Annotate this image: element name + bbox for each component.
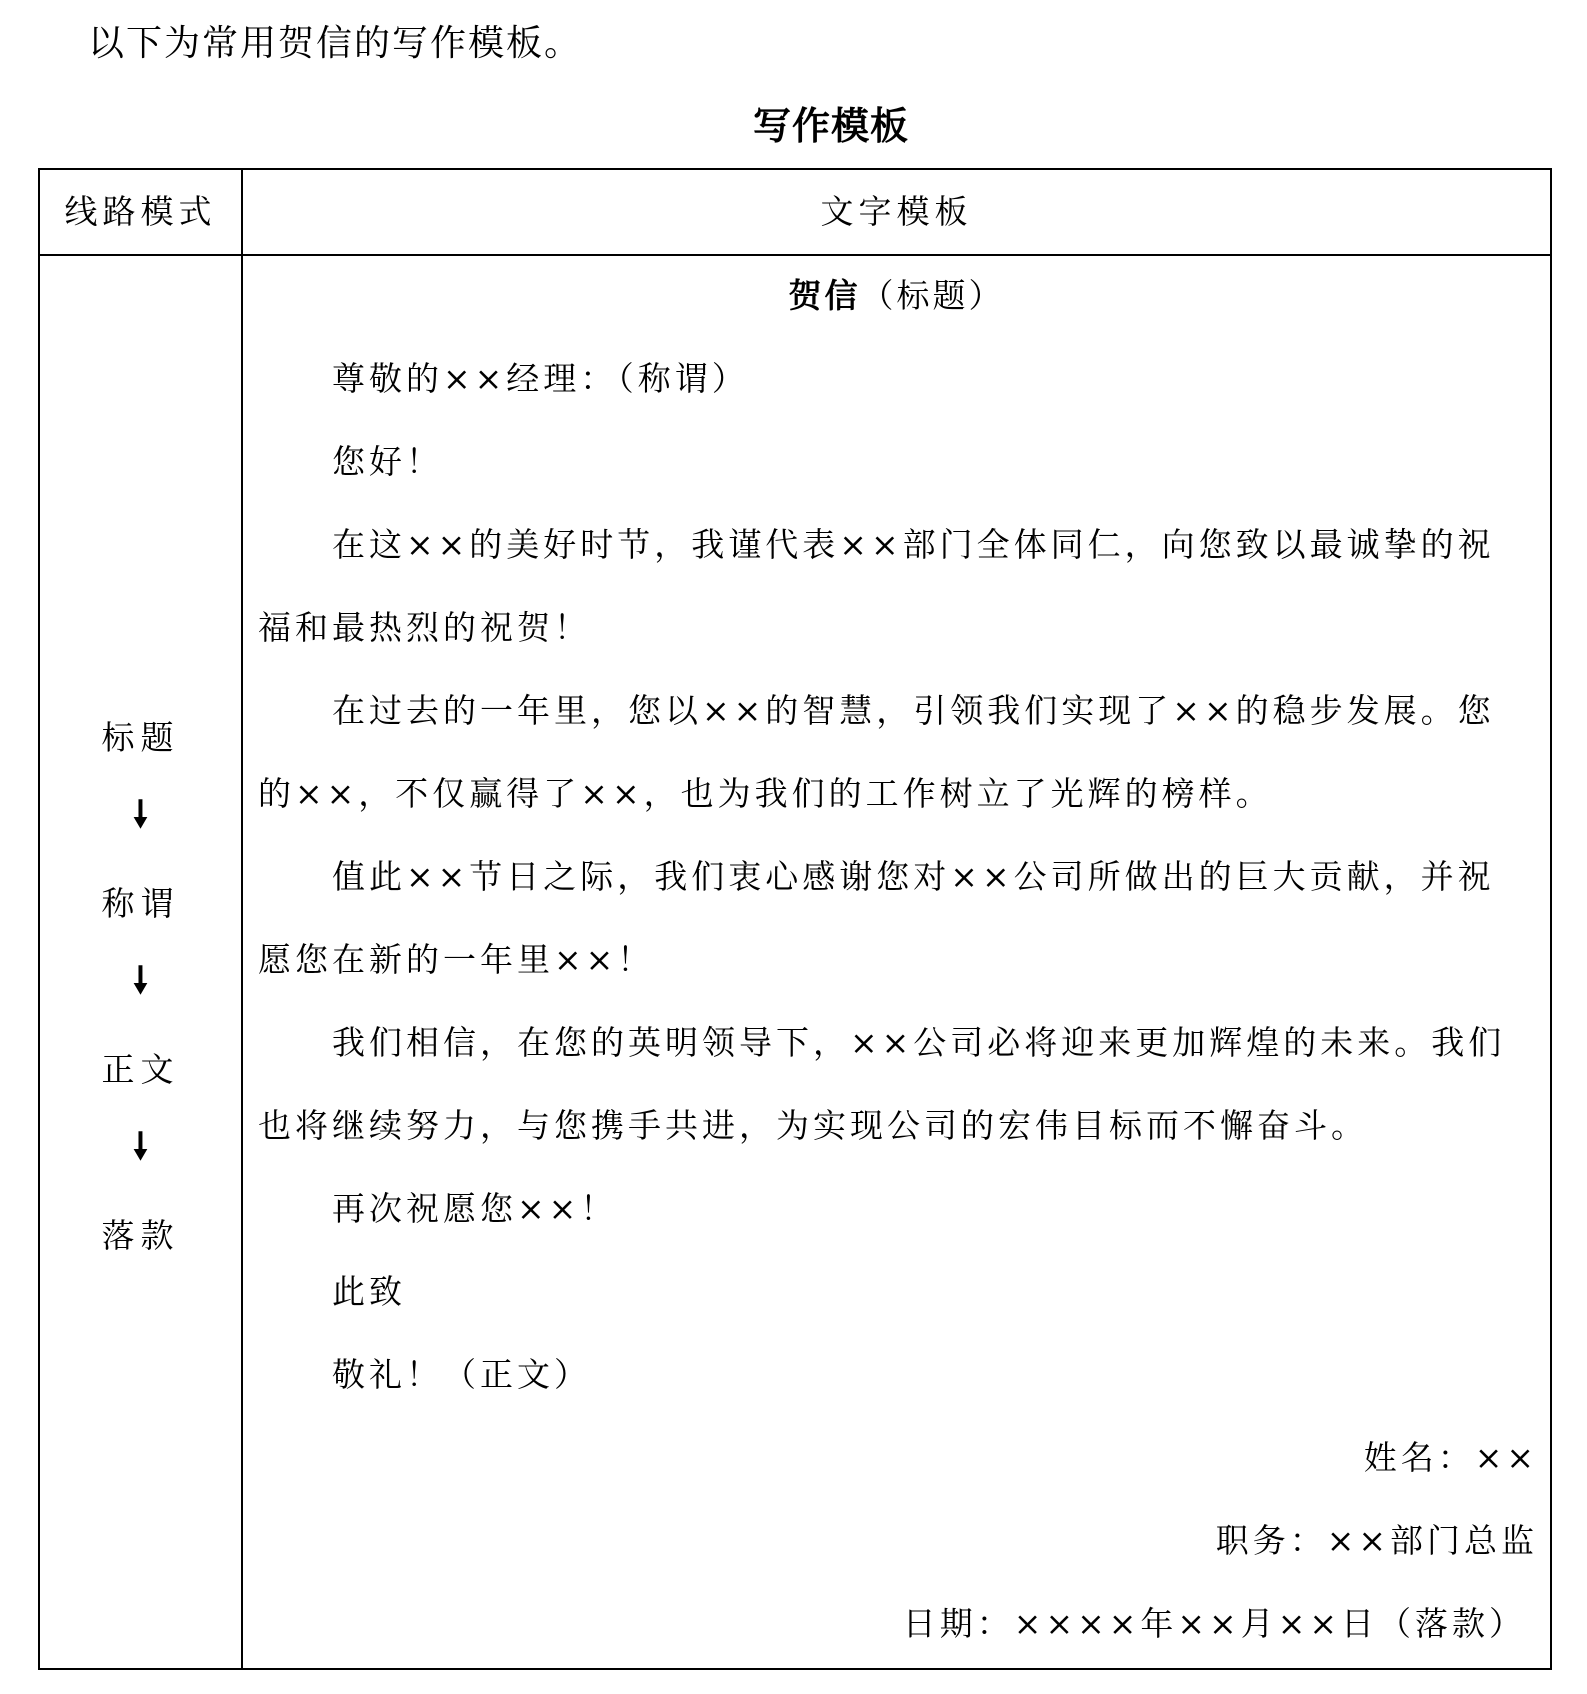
letter-paragraph-line: 在过去的一年里，您以××的智慧，引领我们实现了××的稳步发展。您 [332, 691, 1495, 730]
document-title: 写作模板 [752, 103, 909, 148]
letter-paragraph-line: 福和最热烈的祝贺！ [258, 608, 591, 647]
signature-name: 姓名：×× [1363, 1438, 1538, 1477]
letter-paragraph-line: 我们相信，在您的英明领导下，××公司必将迎来更加辉煌的未来。我们 [332, 1023, 1506, 1062]
flow-step-signoff: 落款 [101, 1216, 180, 1255]
flow-step-body: 正文 [101, 1050, 180, 1089]
flow-step-title: 标题 [101, 718, 180, 757]
letter-title-main: 贺信 [788, 276, 861, 315]
letter-title-note: （标题） [860, 276, 1005, 315]
letter-paragraph-line: 的××，不仅赢得了××，也为我们的工作树立了光辉的榜样。 [258, 774, 1273, 813]
letter-salutation: 尊敬的××经理：（称谓） [332, 359, 749, 398]
letter-paragraph-line: 在这××的美好时节，我谨代表××部门全体同仁，向您致以最诚挚的祝 [332, 525, 1495, 564]
template-table [38, 168, 1552, 1670]
header-route-mode: 线路模式 [64, 192, 217, 231]
down-arrow-icon: 🠗 [132, 793, 149, 835]
column-divider [241, 170, 243, 1668]
letter-wish: 再次祝愿您××！ [332, 1189, 618, 1228]
header-text-template: 文字模板 [820, 192, 973, 231]
letter-greeting: 您好！ [332, 442, 443, 481]
letter-paragraph-line: 值此××节日之际，我们衷心感谢您对××公司所做出的巨大贡献，并祝 [332, 857, 1495, 896]
letter-closing: 此致 [332, 1272, 406, 1311]
intro-text: 以下为常用贺信的写作模板。 [88, 23, 583, 64]
letter-regards: 敬礼！（正文） [332, 1355, 591, 1394]
down-arrow-icon: 🠗 [132, 959, 149, 1001]
signature-position: 职务：××部门总监 [1215, 1521, 1538, 1560]
letter-paragraph-line: 也将继续努力，与您携手共进，为实现公司的宏伟目标而不懈奋斗。 [258, 1106, 1368, 1145]
letter-paragraph-line: 愿您在新的一年里××！ [258, 940, 655, 979]
flow-step-salutation: 称谓 [101, 884, 180, 923]
letter-title [243, 274, 1550, 318]
down-arrow-icon: 🠗 [132, 1125, 149, 1167]
header-divider [40, 254, 1550, 256]
signature-date: 日期：××××年××月××日（落款） [902, 1604, 1526, 1643]
